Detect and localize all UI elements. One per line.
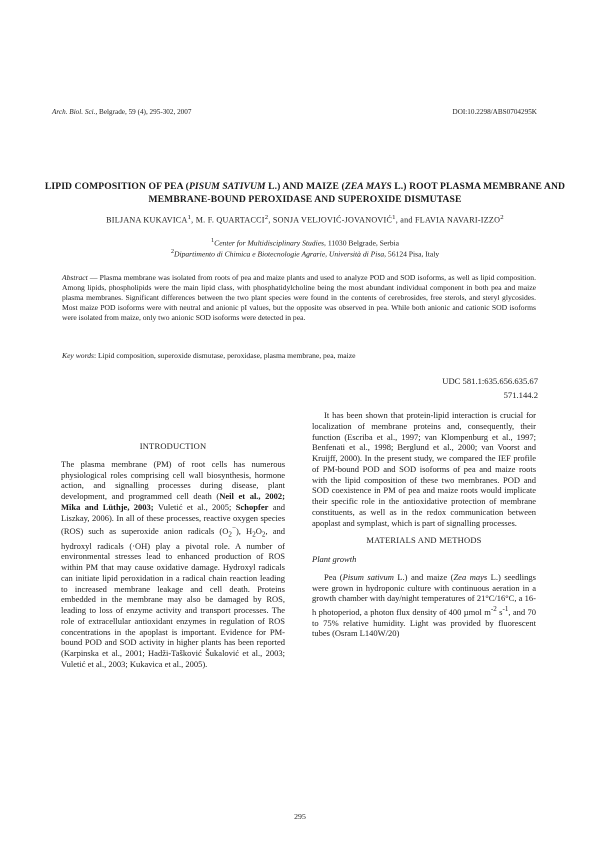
left-column bbox=[61, 441, 285, 670]
methods-heading: MATERIALS AND METHODS bbox=[366, 535, 482, 546]
introduction-paragraph: The plasma membrane (PM) of root cells has numerous physiological roles comprising cell wall biosynthesis, hormone action, and signalling processes during disease, plant development, and programmed cell death (Neil et al., 2002; Mika and Lüthje, 2003; Vuletić et al., 2005; Schopfer and Liszkay, 2006). In all of these processes, reactive oxygen species (ROS) such as superoxide anion radicals $(O_2^-)$, $H_2O_2$, and hydroxyl radicals (·OH) play a pivotal role. A number of environmental stresses lead to enhanced production of ROS within PM that may cause oxidative damage. Hydroxyl radicals can initiate lipid peroxidation in a radical chain reaction leading to increased membrane leakage and cell death. Proteins embedded in the membrane may also be damaged by ROS, leading to loss of enzyme activity and transport processes. The role of extracellular antioxidant enzymes in regulation of ROS concentrations in the apoplast is important. Evidence for PM-bound POD and SOD activity in higher plants has been reported (Karpinska et al., 2001; Hadži-Tašković Šukalović et al., 2003; Vuletić et al., 2003; Kukavica et al., 2005). bbox=[61, 458, 285, 669]
author-list: BILJANA KUKAVICA$^1$, M. F. QUARTACCI$^2$, SONJA VELJOVIĆ-JOVANOVIĆ$^1$, and FLAVIA NAVARI-IZZO$^2$ bbox=[106, 214, 504, 225]
right-column bbox=[312, 410, 536, 639]
abstract-text: — Plasma membrane was isolated from roots of pea and maize plants and used to analyze POD and SOD isoforms, as well as lipid composition. Among lipids, phospholipids were the main lipid class, with phosphatidylcholine being the most abundant individual component in both pea and maize plasma membranes. Significant differences between the two plant species were found in the contents of cerebrosides, free sterols, and steryl glycosides. Most maize POD isoforms were with neutral and anionic pI values, but the opposite was observed in pea. While both anionic and cationic SOD isoforms were isolated from maize, only two anionic SOD isoforms were detected in pea. bbox=[62, 273, 536, 322]
affiliation-1: $^1$Center for Multidisciplinary Studies, 11030 Belgrade, Serbia bbox=[210, 237, 400, 248]
page-number: 295 bbox=[294, 812, 306, 821]
plant-growth-paragraph: Pea (Pisum sativum L.) and maize (Zea mays L.) seedlings were grown in hydroponic culture with continuous aeration in a growth chamber with day/night temperatures of 21°C/16°C, a 16-h photoperiod, a photon flux density of 400 µmol $m^{-2}$ $s^{-1}$, and 70 to 75% relative humidity. Light was provided by fluorescent tubes (Osram L140W/20) bbox=[312, 571, 536, 639]
paper-title: LIPID COMPOSITION OF PEA (PISUM SATIVUM L.) AND MAIZE (ZEA MAYS L.) ROOT PLASMA MEMBRANE AND MEMBRANE-BOUND PEROXIDASE AND SUPEROXIDE DISMUTASE bbox=[44, 181, 566, 205]
introduction-heading: INTRODUCTION bbox=[139, 441, 207, 451]
running-header-left: Arch. Biol. Sci., Belgrade, 59 (4), 295-302, 2007 bbox=[52, 108, 192, 116]
affiliation-2: $^2$Dipartimento di Chimica e Biotecnologie Agrarie, Università di Pisa, 56124 Pisa, Italy bbox=[170, 248, 440, 259]
plant-growth-subheading: Plant growth bbox=[312, 554, 357, 564]
intro-continuation-paragraph: It has been shown that protein-lipid interaction is crucial for localization of membrane proteins and, consequently, their function (Escriba et al., 1997; van Klompenburg et al., 1997; Benfenati et al., 1998; Berglund et al., 2000; van Voorst and Kruijff, 2000). In the present study, we compared the IEF profile of PM-bound POD and SOD isoforms of pea and maize roots with the lipid composition of these two membranes. POD and SOD coexistence in PM of pea and maize roots would implicate their specific role in the antioxidative protection of membrane constituents, as well as in the redox communication between apoplast and symplast, which is part of signalling processes. bbox=[312, 410, 536, 528]
udc-code-line-1: UDC 581.1:635.656.635.67 bbox=[442, 376, 538, 386]
running-header-doi: DOI:10.2298/ABS0704295K bbox=[452, 108, 537, 116]
udc-code-line-2: 571.144.2 bbox=[503, 390, 538, 400]
keywords-text: : Lipid composition, superoxide dismutase, peroxidase, plasma membrane, pea, maize bbox=[94, 351, 356, 360]
keywords-label: Key words bbox=[62, 351, 94, 360]
abstract bbox=[62, 273, 536, 323]
keywords bbox=[62, 351, 536, 361]
abstract-label: Abstract bbox=[62, 273, 88, 282]
